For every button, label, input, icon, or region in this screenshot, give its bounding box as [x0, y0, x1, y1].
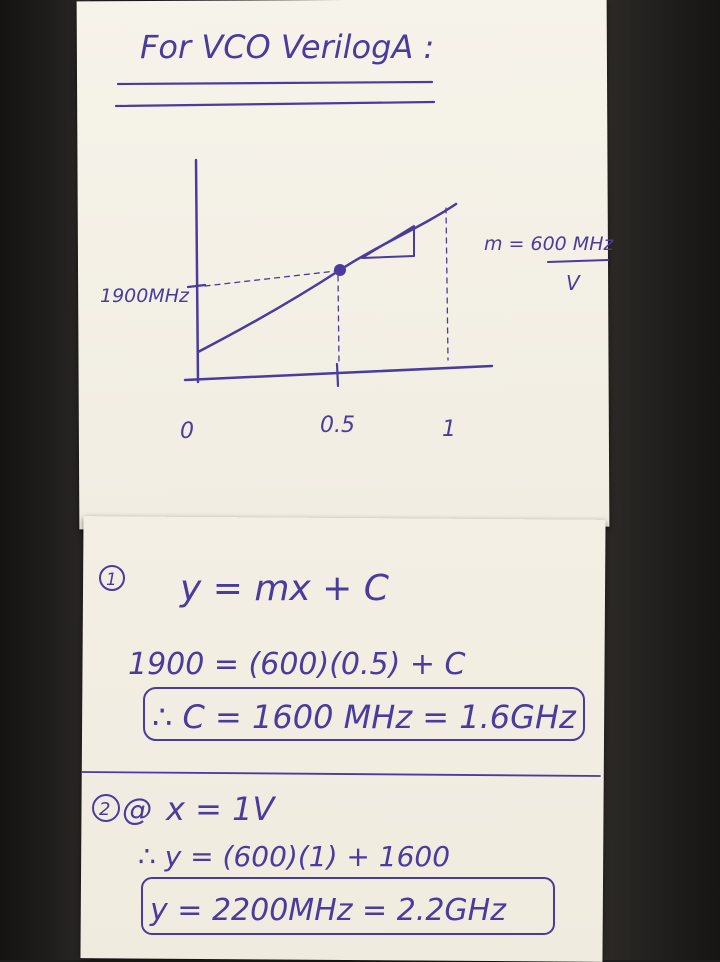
step-1-marker: 1	[106, 570, 117, 590]
slope-label-numerator: m = 600 MHz	[484, 233, 614, 255]
dashed-v-guide-1	[446, 208, 448, 360]
operating-point	[334, 264, 346, 276]
slope-triangle	[362, 226, 414, 258]
y-axis	[196, 160, 198, 382]
step-2	[93, 790, 554, 934]
vco-line	[198, 204, 456, 352]
step-2-substitution: ∴ y = (600)(1) + 1600	[138, 840, 451, 873]
step-2-at-symbol: @	[122, 793, 152, 828]
step-1-result: ∴ C = 1600 MHz = 1.6GHz	[152, 698, 576, 736]
step-2-result: y = 2200MHz = 2.2GHz	[150, 893, 506, 928]
x-tick-label-0: 0	[180, 419, 194, 444]
slope-label-denominator: V	[566, 271, 580, 295]
y-tick-1900	[188, 285, 205, 287]
note-title: For VCO VerilogA :	[140, 28, 435, 66]
x-tick-label-0.5: 0.5	[320, 413, 355, 438]
dashed-v-guide-0.5	[338, 276, 339, 364]
slope-fraction-bar	[548, 260, 608, 262]
step-1-equation: y = mx + C	[180, 568, 389, 609]
title-underline-2	[116, 102, 434, 106]
step-2-marker: 2	[99, 799, 111, 820]
y-axis-label-1900mhz: 1900MHz	[100, 285, 190, 307]
x-tick-label-1: 1	[442, 417, 456, 442]
title-underline-1	[118, 82, 432, 84]
x-tick-0.5	[337, 364, 338, 386]
step-divider	[82, 772, 600, 776]
step-1	[100, 566, 584, 740]
step-1-substitution: 1900 = (600)(0.5) + C	[128, 647, 466, 682]
vco-graph	[100, 160, 614, 444]
step-2-condition: x = 1V	[166, 790, 275, 828]
